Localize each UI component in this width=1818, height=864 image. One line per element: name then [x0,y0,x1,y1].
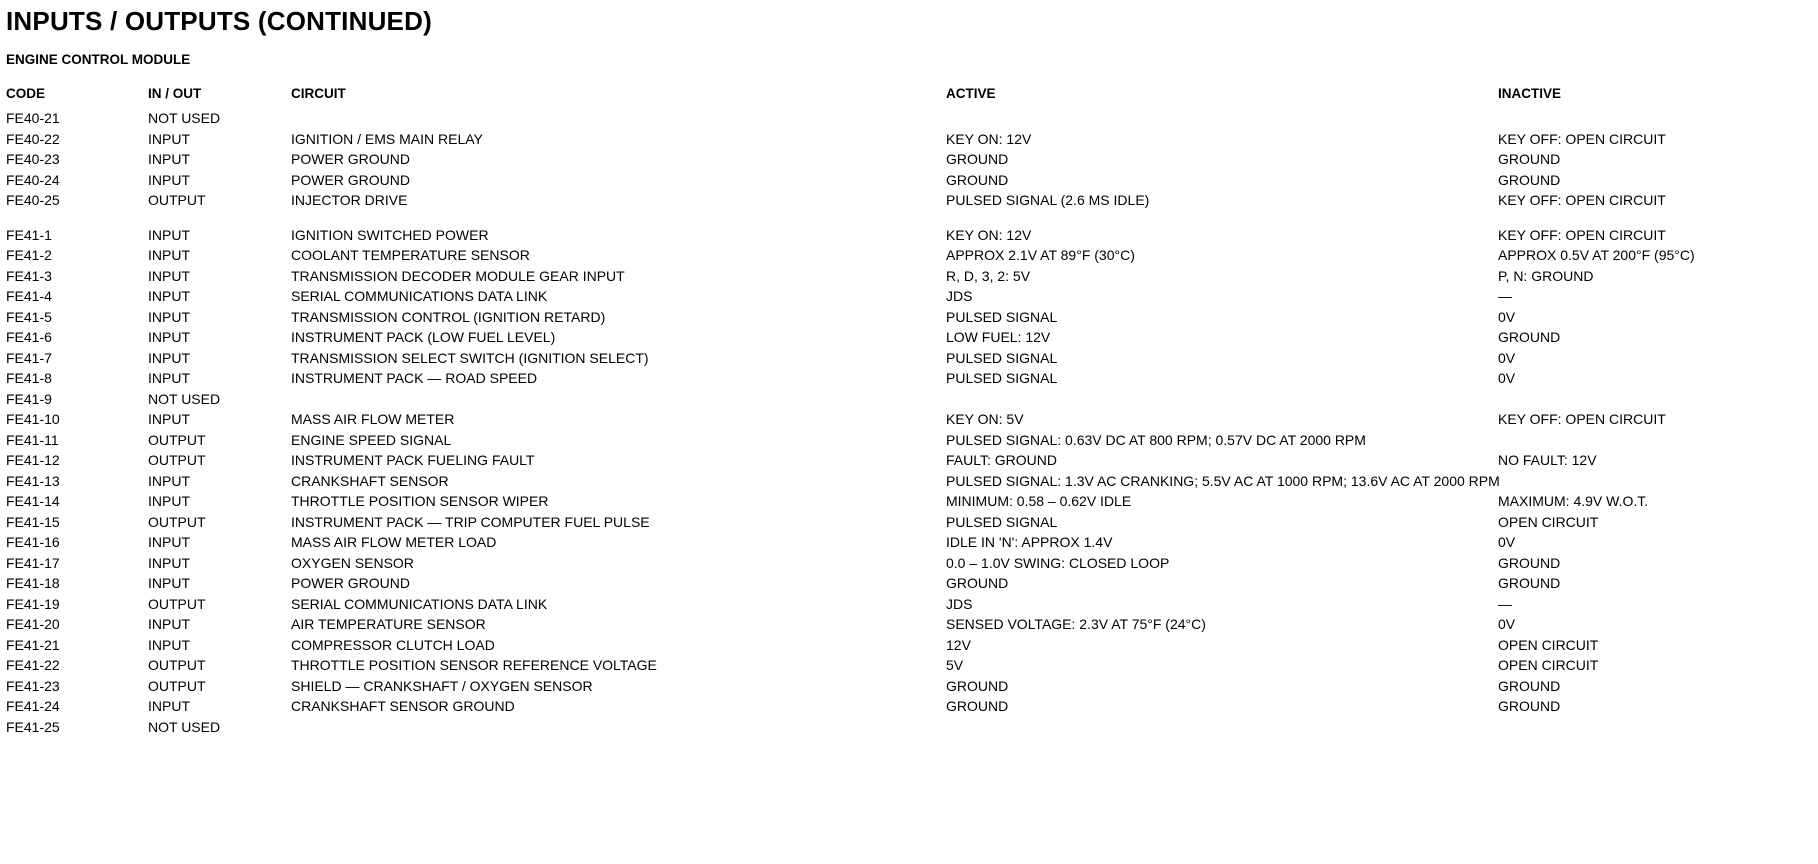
cell-active: PULSED SIGNAL (2.6 MS IDLE) [946,192,1150,208]
cell-in-out: INPUT [148,411,190,427]
cell-circuit: TRANSMISSION DECODER MODULE GEAR INPUT [291,267,625,284]
cell-code: FE41-17 [6,554,60,571]
cell-circuit: MASS AIR FLOW METER [291,411,455,427]
cell-active: PULSED SIGNAL: 1.3V AC CRANKING; 5.5V AC AT 1000 RPM; 13.6V AC AT 2000 RPM [946,472,1500,489]
table-row [0,151,1818,172]
table-row [0,657,1818,678]
cell-code: FE41-15 [6,513,60,530]
table-row [0,534,1818,555]
cell-active: GROUND [946,677,1009,694]
cell-inactive: KEY OFF: OPEN CIRCUIT [1498,411,1666,427]
cell-code: FE41-19 [6,595,60,612]
cell-in-out: INPUT [148,534,190,550]
cell-circuit: CRANKSHAFT SENSOR [291,472,449,489]
cell-inactive: GROUND [1498,151,1561,167]
table-row [0,172,1818,193]
cell-in-out: INPUT [148,472,190,489]
header-code: CODE [6,86,46,101]
cell-in-out: INPUT [148,349,190,366]
cell-in-out: INPUT [148,616,190,632]
cell-inactive: 0V [1498,349,1516,366]
section-title: ENGINE CONTROL MODULE [6,52,191,67]
cell-code: FE40-22 [6,130,60,147]
cell-inactive: 0V [1498,370,1516,386]
cell-circuit: POWER GROUND [291,575,410,591]
table-row [0,719,1818,740]
cell-code: FE41-7 [6,349,52,366]
table-row [0,131,1818,152]
cell-circuit: INSTRUMENT PACK FUELING FAULT [291,452,535,468]
cell-circuit: OXYGEN SENSOR [291,554,414,571]
table-row [0,391,1818,412]
cell-code: FE40-25 [6,192,60,208]
cell-circuit: IGNITION SWITCHED POWER [291,226,489,243]
table-row [0,432,1818,453]
cell-code: FE41-24 [6,698,60,714]
cell-in-out: NOT USED [148,390,221,407]
cell-active: 12V [946,636,971,653]
cell-active: GROUND [946,171,1009,188]
cell-code: FE41-16 [6,534,60,550]
cell-inactive: KEY OFF: OPEN CIRCUIT [1498,192,1666,208]
cell-active: IDLE IN 'N': APPROX 1.4V [946,534,1113,550]
cell-in-out: INPUT [148,130,190,147]
cell-in-out: INPUT [148,308,190,325]
cell-circuit: CRANKSHAFT SENSOR GROUND [291,698,515,714]
table-row [0,110,1818,131]
cell-in-out: NOT USED [148,718,221,735]
cell-in-out: INPUT [148,575,190,591]
cell-active: GROUND [946,151,1009,167]
cell-in-out: NOT USED [148,110,221,126]
table-row [0,370,1818,391]
cell-inactive: — [1498,288,1512,304]
cell-inactive: OPEN CIRCUIT [1498,636,1599,653]
cell-active: PULSED SIGNAL [946,370,1058,386]
cell-code: FE40-23 [6,151,60,167]
cell-active: LOW FUEL: 12V [946,329,1051,345]
cell-circuit: TRANSMISSION SELECT SWITCH (IGNITION SELECT) [291,349,649,366]
cell-in-out: OUTPUT [148,431,206,448]
cell-in-out: INPUT [148,247,190,263]
cell-in-out: OUTPUT [148,513,206,530]
cell-inactive: 0V [1498,616,1516,632]
cell-circuit: ENGINE SPEED SIGNAL [291,431,452,448]
table-row [0,596,1818,617]
cell-inactive: GROUND [1498,554,1561,571]
cell-in-out: INPUT [148,171,190,188]
cell-active: MINIMUM: 0.58 – 0.62V IDLE [946,493,1132,509]
cell-inactive: OPEN CIRCUIT [1498,513,1599,530]
cell-code: FE41-21 [6,636,60,653]
cell-active: KEY ON: 12V [946,130,1032,147]
cell-inactive: NO FAULT: 12V [1498,452,1597,468]
cell-in-out: INPUT [148,226,190,243]
cell-active: APPROX 2.1V AT 89°F (30°C) [946,247,1135,263]
table-row [0,616,1818,637]
cell-code: FE41-10 [6,411,60,427]
cell-circuit: SHIELD — CRANKSHAFT / OXYGEN SENSOR [291,677,593,694]
cell-active: KEY ON: 12V [946,226,1032,243]
cell-circuit: POWER GROUND [291,171,410,188]
table-row [0,575,1818,596]
cell-inactive: MAXIMUM: 4.9V W.O.T. [1498,493,1649,509]
cell-circuit: THROTTLE POSITION SENSOR WIPER [291,493,549,509]
cell-code: FE40-21 [6,110,60,126]
table-row [0,555,1818,576]
cell-code: FE41-2 [6,247,52,263]
cell-inactive: GROUND [1498,677,1561,694]
table-row [0,268,1818,289]
header-in-out: IN / OUT [148,86,202,101]
cell-code: FE41-22 [6,657,60,673]
cell-inactive: — [1498,595,1512,612]
cell-in-out: OUTPUT [148,677,206,694]
table-row [0,309,1818,330]
cell-in-out: OUTPUT [148,595,206,612]
cell-circuit: INSTRUMENT PACK — ROAD SPEED [291,370,538,386]
cell-inactive: OPEN CIRCUIT [1498,657,1599,673]
cell-active: 0.0 – 1.0V SWING: CLOSED LOOP [946,554,1170,571]
page-title: INPUTS / OUTPUTS (CONTINUED) [6,6,432,36]
table-row [0,350,1818,371]
cell-circuit: MASS AIR FLOW METER LOAD [291,534,497,550]
cell-active: FAULT: GROUND [946,452,1057,468]
cell-code: FE41-11 [6,431,59,448]
cell-active: JDS [946,288,973,304]
cell-in-out: INPUT [148,329,190,345]
header-inactive: INACTIVE [1498,86,1562,101]
cell-in-out: OUTPUT [148,657,206,673]
table-row [0,288,1818,309]
cell-active: R, D, 3, 2: 5V [946,267,1031,284]
table-row [0,637,1818,658]
cell-inactive: 0V [1498,534,1516,550]
cell-inactive: KEY OFF: OPEN CIRCUIT [1498,130,1666,147]
cell-active: PULSED SIGNAL [946,349,1058,366]
cell-code: FE41-18 [6,575,60,591]
cell-inactive: APPROX 0.5V AT 200°F (95°C) [1498,247,1695,263]
cell-in-out: INPUT [148,493,190,509]
cell-active: 5V [946,657,964,673]
cell-inactive: GROUND [1498,575,1561,591]
cell-inactive: GROUND [1498,171,1561,188]
cell-code: FE41-5 [6,308,52,325]
cell-circuit: INSTRUMENT PACK (LOW FUEL LEVEL) [291,329,556,345]
cell-code: FE41-1 [6,226,52,243]
table-row [0,227,1818,248]
cell-circuit: COOLANT TEMPERATURE SENSOR [291,247,530,263]
cell-active: KEY ON: 5V [946,411,1024,427]
cell-circuit: POWER GROUND [291,151,410,167]
cell-active: GROUND [946,575,1009,591]
cell-code: FE41-23 [6,677,60,694]
cell-inactive: GROUND [1498,698,1561,714]
cell-in-out: INPUT [148,267,190,284]
cell-circuit: TRANSMISSION CONTROL (IGNITION RETARD) [291,308,606,325]
header-circuit: CIRCUIT [291,86,346,101]
cell-active: GROUND [946,698,1009,714]
cell-code: FE41-3 [6,267,52,284]
cell-active: PULSED SIGNAL [946,513,1058,530]
table-row [0,493,1818,514]
cell-inactive: P, N: GROUND [1498,267,1594,284]
cell-code: FE41-13 [6,472,60,489]
table-row [0,698,1818,719]
cell-circuit: THROTTLE POSITION SENSOR REFERENCE VOLTAGE [291,657,657,673]
cell-in-out: INPUT [148,698,190,714]
cell-code: FE41-8 [6,370,52,386]
table-row [0,411,1818,432]
cell-circuit: AIR TEMPERATURE SENSOR [291,616,486,632]
cell-inactive: 0V [1498,308,1516,325]
cell-active: PULSED SIGNAL: 0.63V DC AT 800 RPM; 0.57V DC AT 2000 RPM [946,431,1366,448]
cell-circuit: SERIAL COMMUNICATIONS DATA LINK [291,288,548,304]
cell-in-out: INPUT [148,370,190,386]
io-table-body [0,110,1818,739]
cell-circuit: IGNITION / EMS MAIN RELAY [291,130,483,147]
cell-code: FE41-14 [6,493,60,509]
cell-code: FE41-9 [6,390,52,407]
cell-code: FE41-12 [6,452,60,468]
header-active: ACTIVE [946,86,996,101]
cell-in-out: INPUT [148,636,190,653]
cell-code: FE41-25 [6,718,60,735]
cell-in-out: OUTPUT [148,452,206,468]
cell-circuit: SERIAL COMMUNICATIONS DATA LINK [291,595,548,612]
cell-in-out: INPUT [148,288,190,304]
cell-inactive: GROUND [1498,329,1561,345]
cell-circuit: INSTRUMENT PACK — TRIP COMPUTER FUEL PULSE [291,513,650,530]
cell-code: FE41-4 [6,288,52,304]
cell-in-out: INPUT [148,554,190,571]
cell-active: JDS [946,595,973,612]
table-row [0,514,1818,535]
cell-circuit: INJECTOR DRIVE [291,192,408,208]
table-row [0,473,1818,494]
cell-code: FE41-6 [6,329,52,345]
cell-code: FE40-24 [6,171,60,188]
table-row [0,192,1818,213]
table-row [0,329,1818,350]
table-row [0,247,1818,268]
cell-active: PULSED SIGNAL [946,308,1058,325]
cell-code: FE41-20 [6,616,60,632]
cell-in-out: INPUT [148,151,190,167]
table-row [0,452,1818,473]
cell-inactive: KEY OFF: OPEN CIRCUIT [1498,226,1666,243]
cell-in-out: OUTPUT [148,192,206,208]
cell-circuit: COMPRESSOR CLUTCH LOAD [291,636,495,653]
cell-active: SENSED VOLTAGE: 2.3V AT 75°F (24°C) [946,616,1206,632]
table-row [0,678,1818,699]
